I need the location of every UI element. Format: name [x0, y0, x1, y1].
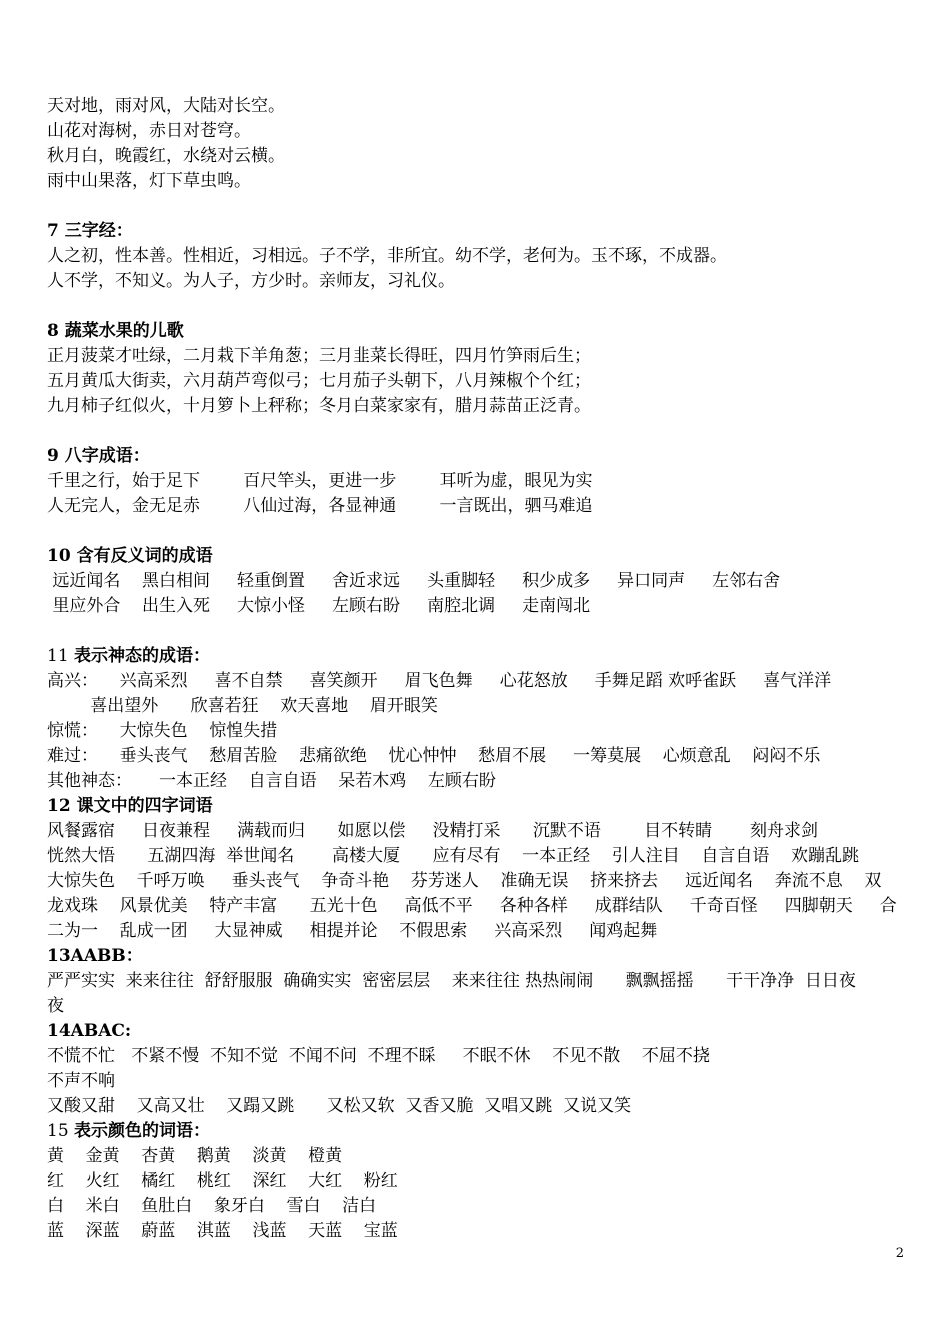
section-14-line: 又酸又甜 又高又壮 又蹋又跳 又松又软 又香又脆 又唱又跳 又说又笑 — [47, 1096, 632, 1116]
section-15-line: 红 火红 橘红 桃红 深红 大红 粉红 — [47, 1171, 398, 1191]
section-13-line: 夜 — [47, 996, 64, 1016]
spacer — [47, 519, 917, 544]
section-15-number: 15 — [47, 1121, 75, 1141]
section-11-line: 高兴： 兴高采烈 喜不自禁 喜笑颜开 眉飞色舞 心花怒放 手舞足蹈 欢呼雀跃 喜气洋洋 — [47, 671, 832, 691]
section-10-heading: 10 含有反义词的成语 — [47, 546, 213, 566]
section-13-heading: 13AABB： — [47, 946, 143, 966]
section-15-line: 白 米白 鱼肚白 象牙白 雪白 洁白 — [47, 1196, 377, 1216]
section-11-line: 惊慌： 大惊失色 惊惶失措 — [47, 721, 278, 741]
section-11-heading — [47, 644, 917, 669]
spacer — [47, 194, 917, 219]
section-8-line: 九月柿子红似火，十月箩卜上秤称；冬月白菜家家有，腊月蒜苗正泛青。 — [47, 396, 591, 416]
section-10-line: 里应外合 出生入死 大惊小怪 左顾右盼 南腔北调 走南闯北 — [47, 596, 591, 616]
section-12-line: 风餐露宿 日夜兼程 满载而归 如愿以偿 没精打采 沉默不语 目不转睛 刻舟求剑 — [47, 821, 818, 841]
document-body — [47, 94, 917, 1244]
section-13-line: 严严实实 来来往往 舒舒服服 确确实实 密密层层 来来往往 热热闹闹 飘飘摇摇 干干净净 日日夜 — [47, 971, 856, 991]
section-9-line: 人无完人，金无足赤 八仙过海，各显神通 一言既出，驷马难追 — [47, 496, 593, 516]
couplet-line: 天对地，雨对风，大陆对长空。 — [47, 96, 285, 116]
section-15-line: 蓝 深蓝 蔚蓝 淇蓝 浅蓝 天蓝 宝蓝 — [47, 1221, 398, 1241]
section-8-line: 五月黄瓜大街卖，六月葫芦弯似弓；七月茄子头朝下，八月辣椒个个红； — [47, 371, 591, 391]
section-8-line: 正月菠菜才吐绿，二月栽下羊角葱；三月韭菜长得旺，四月竹笋雨后生； — [47, 346, 591, 366]
section-12-line: 二为一 乱成一团 大显神威 相提并论 不假思索 兴高采烈 闻鸡起舞 — [47, 921, 658, 941]
section-15-title: 表示颜色的词语： — [74, 1121, 211, 1141]
section-11-line: 难过： 垂头丧气 愁眉苦脸 悲痛欲绝 忧心忡忡 愁眉不展 一筹莫展 心烦意乱 闷闷不乐 — [47, 746, 821, 766]
section-14-line: 不慌不忙 不紧不慢 不知不觉 不闻不问 不理不睬 不眠不休 不见不散 不屈不挠 — [47, 1046, 710, 1066]
section-14-line: 不声不响 — [47, 1071, 115, 1091]
section-9-line: 千里之行，始于足下 百尺竿头，更进一步 耳听为虚，眼见为实 — [47, 471, 593, 491]
section-11-title: 表示神态的成语： — [74, 646, 211, 666]
section-11-line: 其他神态： 一本正经 自言自语 呆若木鸡 左顾右盼 — [47, 771, 496, 791]
section-9-heading: 9 八字成语： — [47, 446, 150, 466]
section-11-number: 11 — [47, 646, 75, 666]
spacer — [47, 419, 917, 444]
couplet-line: 雨中山果落，灯下草虫鸣。 — [47, 171, 251, 191]
spacer — [47, 619, 917, 644]
section-8-heading: 8 蔬菜水果的儿歌 — [47, 321, 184, 341]
section-15-line: 黄 金黄 杏黄 鹅黄 淡黄 橙黄 — [47, 1146, 343, 1166]
section-7-heading: 7 三字经： — [47, 221, 133, 241]
section-14-heading: 14ABAC: — [47, 1021, 132, 1041]
section-15-heading — [47, 1119, 917, 1144]
section-11-line: 喜出望外 欣喜若狂 欢天喜地 眉开眼笑 — [47, 696, 438, 716]
section-12-heading: 12 课文中的四字词语 — [47, 796, 213, 816]
spacer — [47, 294, 917, 319]
section-7-line: 人之初，性本善。性相近，习相远。子不学，非所宜。幼不学，老何为。玉不琢，不成器。 — [47, 246, 727, 266]
section-12-line: 龙戏珠 风景优美 特产丰富 五光十色 高低不平 各种各样 成群结队 千奇百怪 四脚朝天 合 — [47, 896, 897, 916]
section-12-line: 大惊失色 千呼万唤 垂头丧气 争奇斗艳 芬芳迷人 准确无误 挤来挤去 远近闻名 奔流不息 双 — [47, 871, 882, 891]
section-12-line: 恍然大悟 五湖四海 举世闻名 高楼大厦 应有尽有 一本正经 引人注目 自言自语 欢蹦乱跳 — [47, 846, 859, 866]
section-10-line: 远近闻名 黑白相间 轻重倒置 舍近求远 头重脚轻 积少成多 异口同声 左邻右舍 — [47, 571, 781, 591]
couplet-line: 秋月白，晚霞红，水绕对云横。 — [47, 146, 285, 166]
section-7-line: 人不学，不知义。为人子，方少时。亲师友，习礼仪。 — [47, 271, 455, 291]
page-number: 2 — [895, 1246, 904, 1261]
couplet-line: 山花对海树，赤日对苍穹。 — [47, 121, 251, 141]
